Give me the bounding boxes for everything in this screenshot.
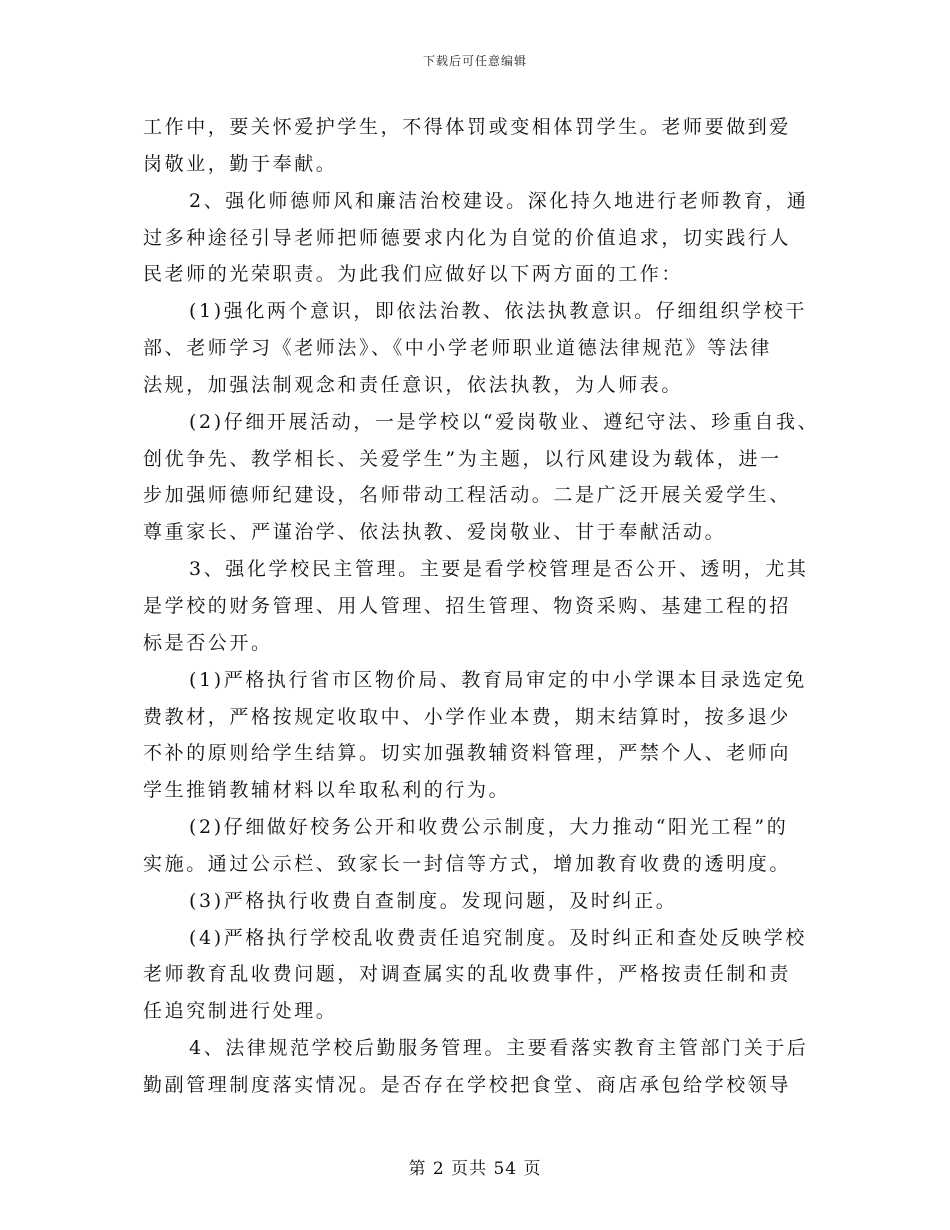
body-line: (2)仔细开展活动，一是学校以“爱岗敬业、遵纪守法、珍重自我、 bbox=[189, 410, 820, 433]
body-line: (4)严格执行学校乱收费责任追究制度。及时纠正和查处反映学校 bbox=[189, 926, 807, 949]
body-line: 岗敬业，勤于奉献。 bbox=[143, 152, 338, 175]
body-line: 4、法律规范学校后勤服务管理。主要看落实教育主管部门关于后 bbox=[189, 1037, 809, 1060]
body-line: 2、强化师德师风和廉洁治校建设。深化持久地进行老师教育，通 bbox=[189, 189, 809, 212]
page-header: 下载后可任意编辑 bbox=[422, 54, 527, 68]
body-line: 学生推销教辅材料以牟取私利的行为。 bbox=[143, 779, 511, 802]
body-line: 老师教育乱收费问题，对调查属实的乱收费事件，严格按责任制和责 bbox=[143, 963, 792, 986]
body-line: 实施。通过公示栏、致家长一封信等方式，增加教育收费的透明度。 bbox=[143, 852, 792, 875]
body-line: (3)严格执行收费自查制度。发现问题，及时纠正。 bbox=[189, 889, 678, 912]
document-body bbox=[143, 109, 833, 1104]
body-line: 步加强师德师纪建设，名师带动工程活动。二是广泛开展关爱学生、 bbox=[143, 484, 792, 507]
body-line: (2)仔细做好校务公开和收费公示制度，大力推动“阳光工程”的 bbox=[189, 816, 789, 839]
body-line: 3、强化学校民主管理。主要是看学校管理是否公开、透明，尤其 bbox=[189, 558, 809, 581]
body-line: (1)强化两个意识，即依法治教、依法执教意识。仔细组织学校干 bbox=[189, 300, 807, 323]
body-line: 费教材，严格按规定收取中、小学作业本费，期末结算时，按多退少 bbox=[143, 705, 792, 728]
body-line: 工作中，要关怀爱护学生，不得体罚或变相体罚学生。老师要做到爱 bbox=[143, 116, 792, 138]
body-line: 尊重家长、严谨治学、依法执教、爱岗敬业、甘于奉献活动。 bbox=[143, 521, 727, 544]
body-line: 标是否公开。 bbox=[143, 631, 273, 654]
body-line: 任追究制进行处理。 bbox=[143, 1000, 338, 1023]
body-line: 过多种途径引导老师把师德要求内化为自觉的价值追求，切实践行人 bbox=[143, 226, 792, 249]
body-line: 创优争先、教学相长、关爱学生”为主题，以行风建设为载体，进一 bbox=[143, 447, 782, 470]
body-line: 民老师的光荣职责。为此我们应做好以下两方面的工作： bbox=[143, 263, 684, 286]
page-number: 第 2 页共 54 页 bbox=[408, 1159, 542, 1179]
body-line: 是学校的财务管理、用人管理、招生管理、物资采购、基建工程的招 bbox=[143, 594, 792, 617]
body-line: 部、老师学习《老师法》、《中小学老师职业道德法律规范》等法律 bbox=[143, 337, 773, 360]
body-line: 不补的原则给学生结算。切实加强教辅资料管理，严禁个人、老师向 bbox=[143, 742, 792, 765]
body-line: 勤副管理制度落实情况。是否存在学校把食堂、商店承包给学校领导 bbox=[143, 1073, 792, 1096]
body-line: (1)严格执行省市区物价局、教育局审定的中小学课本目录选定免 bbox=[189, 668, 807, 691]
body-line: 法规，加强法制观念和责任意识，依法执教，为人师表。 bbox=[143, 373, 684, 396]
